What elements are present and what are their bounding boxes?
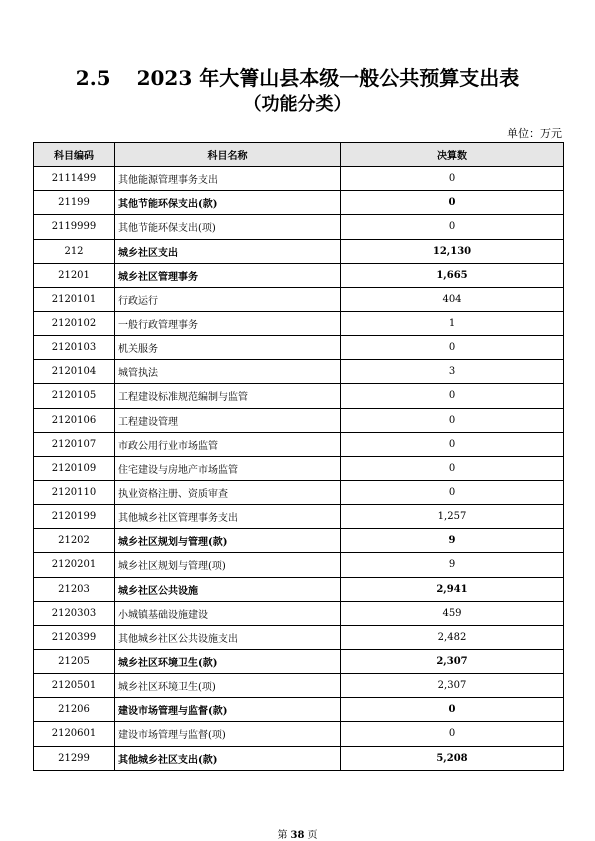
cell-value: 9: [341, 529, 564, 553]
table-row: [34, 625, 564, 649]
cell-code: 2120107: [34, 432, 115, 456]
section-number: 2.5: [75, 66, 111, 90]
title-text: 2023 年大箐山县本级一般公共预算支出表: [136, 66, 520, 90]
cell-value: 0: [341, 408, 564, 432]
table-row: [34, 311, 564, 335]
table-row: [34, 263, 564, 287]
table-row: [34, 649, 564, 673]
cell-value: 0: [341, 432, 564, 456]
cell-name: 其他节能环保支出(款): [115, 191, 341, 215]
cell-name: 其他节能环保支出(项): [115, 215, 341, 239]
table-row: [34, 432, 564, 456]
table-row: [34, 239, 564, 263]
table-row: [34, 408, 564, 432]
cell-value: 0: [341, 722, 564, 746]
page-footer: [0, 826, 595, 841]
cell-name: 其他城乡社区支出(款): [115, 746, 341, 770]
cell-value: 0: [341, 456, 564, 480]
table-row: [34, 360, 564, 384]
cell-name: 行政运行: [115, 287, 341, 311]
cell-name: 城乡社区环境卫生(项): [115, 674, 341, 698]
cell-value: 12,130: [341, 239, 564, 263]
cell-name: 城乡社区支出: [115, 239, 341, 263]
cell-value: 1: [341, 311, 564, 335]
cell-code: 2120109: [34, 456, 115, 480]
budget-table: [33, 142, 564, 771]
cell-name: 机关服务: [115, 336, 341, 360]
table-row: [34, 722, 564, 746]
cell-code: 2120105: [34, 384, 115, 408]
cell-code: 21205: [34, 649, 115, 673]
cell-code: 21206: [34, 698, 115, 722]
table-row: [34, 746, 564, 770]
cell-code: 2120103: [34, 336, 115, 360]
cell-name: 其他城乡社区公共设施支出: [115, 625, 341, 649]
page-suffix: 页: [307, 830, 318, 841]
table-row: [34, 553, 564, 577]
cell-code: 2120501: [34, 674, 115, 698]
cell-value: 1,257: [341, 505, 564, 529]
table-row: [34, 480, 564, 504]
cell-name: 小城镇基础设施建设: [115, 601, 341, 625]
table-row: [34, 529, 564, 553]
table-row: [34, 191, 564, 215]
table-row: [34, 577, 564, 601]
cell-name: 城乡社区公共设施: [115, 577, 341, 601]
cell-name: 城乡社区管理事务: [115, 263, 341, 287]
cell-code: 21202: [34, 529, 115, 553]
cell-code: 21299: [34, 746, 115, 770]
cell-code: 2119999: [34, 215, 115, 239]
cell-name: 住宅建设与房地产市场监管: [115, 456, 341, 480]
cell-value: 1,665: [341, 263, 564, 287]
cell-value: 2,941: [341, 577, 564, 601]
cell-code: 2120399: [34, 625, 115, 649]
cell-name: 一般行政管理事务: [115, 311, 341, 335]
cell-name: 其他能源管理事务支出: [115, 167, 341, 191]
page-subtitle: （功能分类）: [243, 94, 352, 115]
cell-code: 2120102: [34, 311, 115, 335]
cell-name: 城乡社区规划与管理(款): [115, 529, 341, 553]
cell-name: 工程建设标准规范编制与监管: [115, 384, 341, 408]
cell-code: 2120101: [34, 287, 115, 311]
cell-value: 0: [341, 336, 564, 360]
table-row: [34, 384, 564, 408]
table-row: [34, 674, 564, 698]
table-row: [34, 336, 564, 360]
cell-value: 404: [341, 287, 564, 311]
cell-name: 城管执法: [115, 360, 341, 384]
cell-name: 城乡社区规划与管理(项): [115, 553, 341, 577]
cell-value: 2,482: [341, 625, 564, 649]
page-number: 38: [290, 830, 305, 841]
cell-value: 2,307: [341, 649, 564, 673]
table-row: [34, 215, 564, 239]
cell-value: 0: [341, 167, 564, 191]
cell-code: 21201: [34, 263, 115, 287]
cell-value: 9: [341, 553, 564, 577]
cell-code: 2111499: [34, 167, 115, 191]
cell-name: 市政公用行业市场监管: [115, 432, 341, 456]
cell-name: 建设市场管理与监督(项): [115, 722, 341, 746]
cell-value: 459: [341, 601, 564, 625]
cell-code: 2120104: [34, 360, 115, 384]
cell-code: 21199: [34, 191, 115, 215]
table-header-row: [34, 143, 564, 167]
column-header-value: 决算数: [341, 143, 564, 167]
page-prefix: 第: [277, 830, 288, 841]
table-row: [34, 698, 564, 722]
cell-code: 21203: [34, 577, 115, 601]
page-title: [0, 62, 595, 91]
cell-name: 执业资格注册、资质审查: [115, 480, 341, 504]
cell-name: 其他城乡社区管理事务支出: [115, 505, 341, 529]
cell-name: 城乡社区环境卫生(款): [115, 649, 341, 673]
cell-code: 2120201: [34, 553, 115, 577]
column-header-name: 科目名称: [115, 143, 341, 167]
cell-value: 5,208: [341, 746, 564, 770]
table-row: [34, 505, 564, 529]
cell-code: 2120106: [34, 408, 115, 432]
cell-code: 2120199: [34, 505, 115, 529]
table-row: [34, 456, 564, 480]
cell-value: 0: [341, 215, 564, 239]
cell-name: 工程建设管理: [115, 408, 341, 432]
cell-name: 建设市场管理与监督(款): [115, 698, 341, 722]
unit-label: 单位：万元: [507, 127, 562, 140]
table-row: [34, 167, 564, 191]
cell-code: 2120601: [34, 722, 115, 746]
column-header-code: 科目编码: [34, 143, 115, 167]
cell-value: 3: [341, 360, 564, 384]
cell-value: 0: [341, 191, 564, 215]
table-row: [34, 287, 564, 311]
cell-code: 2120303: [34, 601, 115, 625]
cell-code: 212: [34, 239, 115, 263]
cell-value: 0: [341, 698, 564, 722]
table-row: [34, 601, 564, 625]
cell-code: 2120110: [34, 480, 115, 504]
cell-value: 2,307: [341, 674, 564, 698]
cell-value: 0: [341, 480, 564, 504]
cell-value: 0: [341, 384, 564, 408]
